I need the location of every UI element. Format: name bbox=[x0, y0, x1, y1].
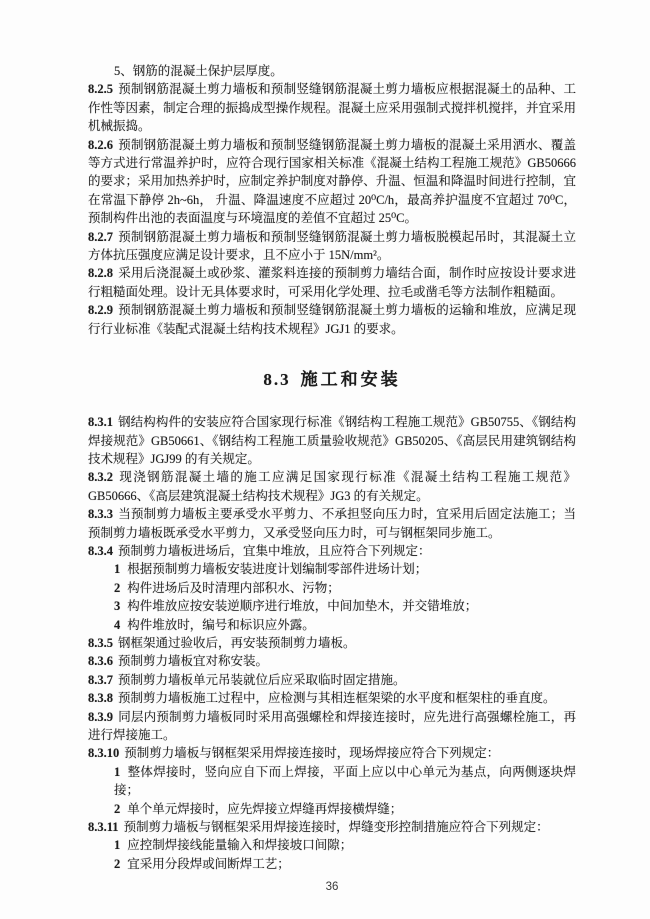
clause-8-3-11-item-1 bbox=[88, 836, 576, 854]
clause-number: 8.2.5 bbox=[88, 82, 113, 97]
clause-text: 采用后浇混凝土或砂浆、灌浆料连接的预制剪力墙结合面，制作时应按设计要求进行粗糙面处理。设计无具体要求时，可采用化学处理、拉毛或凿毛等方法制作粗糙面。 bbox=[88, 266, 576, 299]
clause-text: 预制剪力墙板宜对称安装。 bbox=[118, 654, 269, 669]
clause-8-2-6 bbox=[88, 136, 576, 228]
clause-text: 预制钢筋混凝土剪力墙板和预制竖缝钢筋混凝土剪力墙板应根据混凝土的品种、工作性等因素，制定合理的振捣成型操作规程。混凝土应采用强制式搅拌机搅拌，并宜采用机械振捣。 bbox=[88, 82, 576, 134]
clause-number: 8.3.2 bbox=[88, 470, 113, 485]
clause-number: 8.2.9 bbox=[88, 303, 113, 318]
list-item-text: 5、钢筋的混凝土保护层厚度。 bbox=[114, 64, 283, 78]
clause-text: 预制钢筋混凝土剪力墙板和预制竖缝钢筋混凝土剪力墙板脱模起吊时，其混凝土立方体抗压强度应满足设计要求，且不应小于 15N/mm²。 bbox=[88, 229, 576, 263]
item-number: 1 bbox=[114, 764, 121, 779]
clause-8-3-5 bbox=[88, 634, 576, 652]
clause-8-3-6 bbox=[88, 652, 576, 670]
clause-text: 钢框架通过验收后，再安装预制剪力墙板。 bbox=[118, 635, 356, 650]
clause-text: 同层内预制剪力墙板同时采用高强螺栓和焊接连接时，应先进行高强螺栓施工，再进行焊接施工。 bbox=[88, 709, 576, 742]
list-item-5 bbox=[88, 62, 576, 80]
item-text: 单个单元焊接时，应先焊接立焊缝再焊接横焊缝； bbox=[127, 801, 403, 816]
item-text: 应控制焊接线能量输入和焊接坡口间隙； bbox=[127, 838, 353, 853]
clause-number: 8.3.10 bbox=[88, 746, 120, 761]
clause-8-3-4-item-1 bbox=[88, 560, 576, 578]
clause-text: 预制剪力墙板单元吊装就位后应采取临时固定措施。 bbox=[118, 672, 406, 687]
page-number: 36 bbox=[325, 881, 339, 894]
clause-8-3-1 bbox=[88, 413, 576, 468]
clause-text: 预制钢筋混凝土剪力墙板和预制竖缝钢筋混凝土剪力墙板的运输和堆放，应满足现行行业标准《装配式混凝土结构技术规程》JGJ1 的要求。 bbox=[88, 303, 576, 336]
item-number: 1 bbox=[114, 562, 121, 577]
item-number: 2 bbox=[114, 580, 121, 595]
clause-text: 预制剪力墙板与钢框架采用焊接连接时，焊缝变形控制措施应符合下列规定： bbox=[123, 820, 549, 835]
section-heading-number: 8.3 bbox=[263, 370, 291, 390]
item-number: 2 bbox=[114, 801, 121, 816]
clause-8-3-2 bbox=[88, 468, 576, 505]
clause-number: 8.3.11 bbox=[88, 820, 119, 835]
section-heading-title: 施工和安装 bbox=[300, 370, 401, 390]
clause-8-3-4-item-4 bbox=[88, 616, 576, 634]
clause-8-3-11-item-2 bbox=[88, 855, 576, 873]
item-text: 宜采用分段焊或间断焊工艺； bbox=[127, 856, 290, 871]
clause-number: 8.2.7 bbox=[88, 229, 113, 244]
clause-number: 8.2.6 bbox=[88, 137, 113, 152]
clause-text: 钢结构构件的安装应符合国家现行标准《钢结构工程施工规范》GB50755、《钢结构焊接规范》GB50661、《钢结构工程施工质量验收规范》GB50205、《高层民用建筑钢结构技术规程》JGJ99 的有关规定。 bbox=[88, 415, 576, 466]
clause-number: 8.3.9 bbox=[88, 709, 113, 724]
clause-8-3-4 bbox=[88, 542, 576, 560]
clause-number: 8.3.8 bbox=[88, 691, 113, 706]
clause-8-2-9 bbox=[88, 301, 576, 338]
item-text: 构件堆放时，编号和标识应外露。 bbox=[127, 617, 315, 632]
clause-text: 预制钢筋混凝土剪力墙板和预制竖缝钢筋混凝土剪力墙板的混凝土采用洒水、覆盖等方式进行常温养护时，应符合现行国家相关标准《混凝土结构工程施工规范》GB50666 的要求；采用加热养护时，应制定养护制度对静停、升温、恒温和降温时间进行控制，宜在常温下静停 2h~6h， 升温、降温速度不应超过 20⁰C/h，最高养护温度不宜超过 70⁰C，预制构件出池的表面温度与环境温度的差值不宜超过 25⁰C。 bbox=[88, 137, 576, 226]
item-text: 整体焊接时，竖向应自下而上焊接，平面上应以中心单元为基点，向两侧逐块焊接； bbox=[114, 764, 576, 798]
clause-number: 8.3.1 bbox=[88, 415, 113, 430]
clause-8-3-4-item-2 bbox=[88, 579, 576, 597]
clause-text: 预制剪力墙板与钢框架采用焊接连接时，现场焊接应符合下列规定： bbox=[124, 746, 500, 761]
clause-8-3-3 bbox=[88, 505, 576, 542]
clause-text: 当预制剪力墙板主要承受水平剪力、不承担竖向压力时，宜采用后固定法施工；当预制剪力墙板既承受水平剪力，又承受竖向压力时，可与钢框架同步施工。 bbox=[88, 507, 576, 540]
clause-8-3-8 bbox=[88, 689, 576, 707]
clause-8-3-10-item-1 bbox=[88, 763, 576, 800]
item-text: 构件进场后及时清理内部积水、污物； bbox=[127, 580, 340, 595]
clause-number: 8.3.6 bbox=[88, 654, 113, 669]
clause-8-3-4-item-3 bbox=[88, 597, 576, 615]
clause-text: 现浇钢筋混凝土墙的施工应满足国家现行标准《混凝土结构工程施工规范》GB50666、《高层建筑混凝土结构技术规程》JG3 的有关规定。 bbox=[88, 470, 576, 503]
clause-number: 8.3.7 bbox=[88, 672, 113, 687]
clause-8-2-8 bbox=[88, 264, 576, 301]
item-number: 2 bbox=[114, 856, 121, 871]
clause-8-3-10-item-2 bbox=[88, 800, 576, 818]
clause-text: 预制剪力墙板进场后，宜集中堆放，且应符合下列规定： bbox=[118, 543, 431, 558]
clause-text: 预制剪力墙板施工过程中，应检测与其相连框架梁的水平度和框架柱的垂直度。 bbox=[118, 691, 556, 706]
item-number: 1 bbox=[114, 838, 121, 853]
item-text: 根据预制剪力墙板安装进度计划编制零部件进场计划； bbox=[127, 562, 428, 577]
clause-number: 8.3.3 bbox=[88, 507, 113, 522]
clause-number: 8.3.4 bbox=[88, 543, 113, 558]
item-number: 3 bbox=[114, 599, 121, 614]
clause-8-3-11 bbox=[88, 818, 576, 836]
clause-8-2-7 bbox=[88, 228, 576, 265]
clause-8-3-7 bbox=[88, 671, 576, 689]
clause-8-2-5 bbox=[88, 80, 576, 135]
clause-number: 8.2.8 bbox=[88, 266, 113, 281]
item-number: 4 bbox=[114, 617, 121, 632]
clause-number: 8.3.5 bbox=[88, 635, 113, 650]
item-text: 构件堆放应按安装逆顺序进行堆放，中间加垫木，并交错堆放； bbox=[127, 599, 478, 614]
section-heading bbox=[88, 368, 576, 391]
clause-8-3-10 bbox=[88, 744, 576, 762]
clause-8-3-9 bbox=[88, 708, 576, 745]
